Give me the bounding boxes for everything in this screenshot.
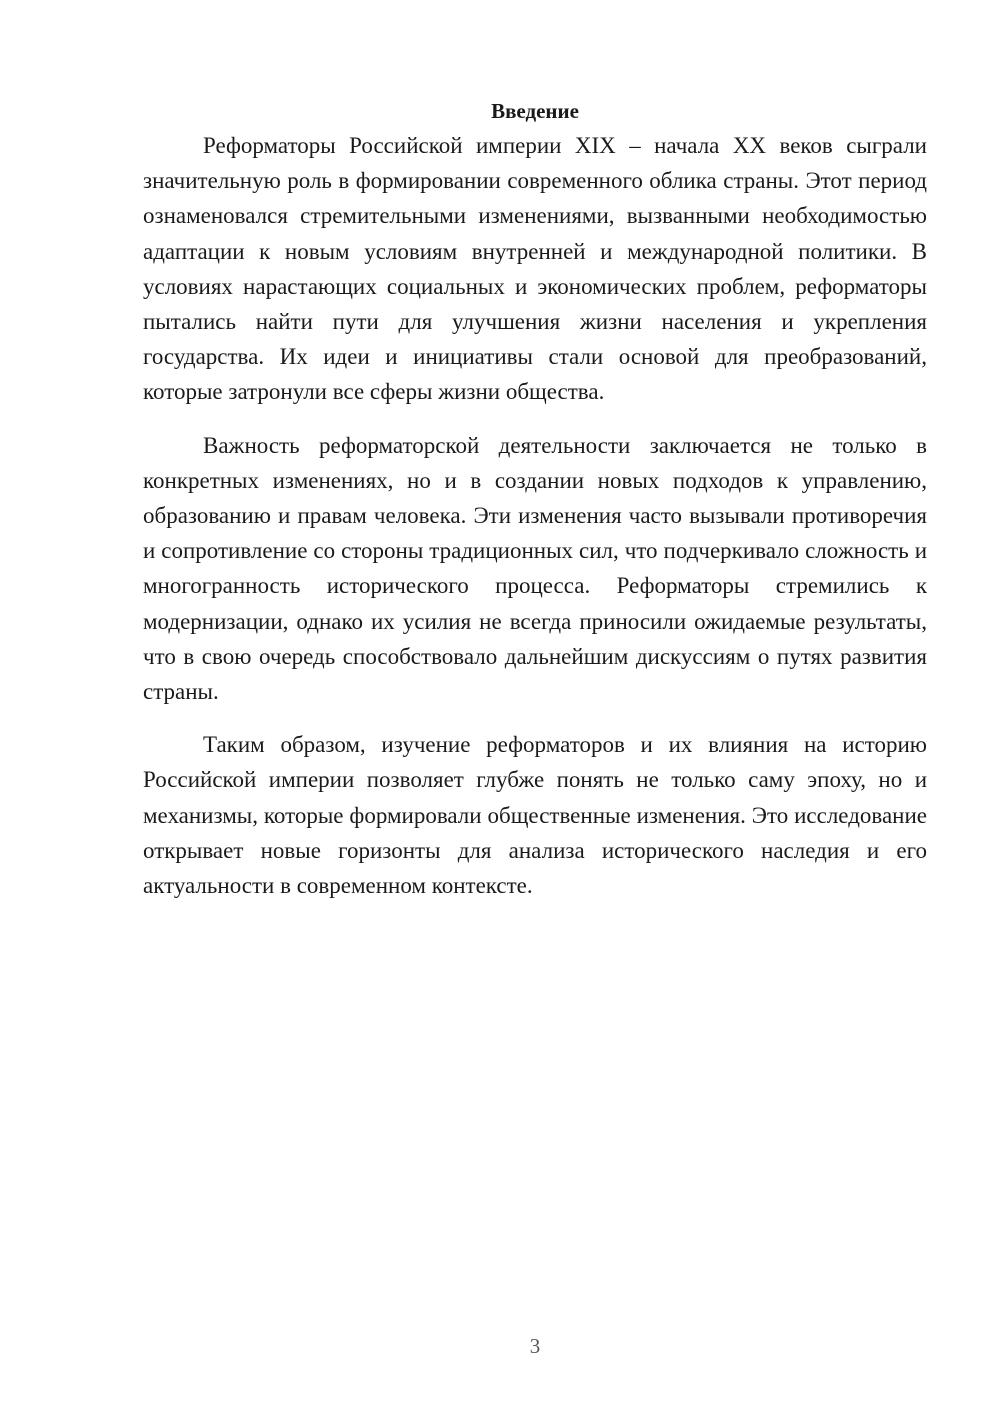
section-heading: Введение [491, 99, 579, 123]
paragraph-2: Важность реформаторской деятельности заключается не только в конкретных изменениях, но и в создании новых подходов к управлению, образованию и правам человека. Эти изменения часто вызывали противоречия и сопротивление со стороны традиционных сил, что подчеркивало сложность и многогранность исторического процесса. Реформаторы стремились к модернизации, однако их усилия не всегда приносили ожидаемые результаты, что в свою очередь способствовало дальнейшим дискуссиям о путях развития страны. [143, 432, 927, 705]
paragraph-1: Реформаторы Российской империи XIX – начала XX веков сыграли значительную роль в формировании современного облика страны. Этот период ознаменовался стремительными изменениями, вызванными необходимостью адаптации к новым условиям внутренней и международной политики. В условиях нарастающих социальных и экономических проблем, реформаторы пытались найти пути для улучшения жизни населения и укрепления государства. Их идеи и инициативы стали основой для преобразований, которые затронули все сферы жизни общества. [143, 133, 927, 405]
page-number: 3 [529, 1334, 541, 1358]
paragraph-3: Таким образом, изучение реформаторов и их влияния на историю Российской империи позволяет глубже понять не только саму эпоху, но и механизмы, которые формировали общественные изменения. Это исследование открывает новые горизонты для анализа исторического наследия и его актуальности в современном контексте. [143, 732, 927, 899]
page-content [143, 96, 927, 921]
